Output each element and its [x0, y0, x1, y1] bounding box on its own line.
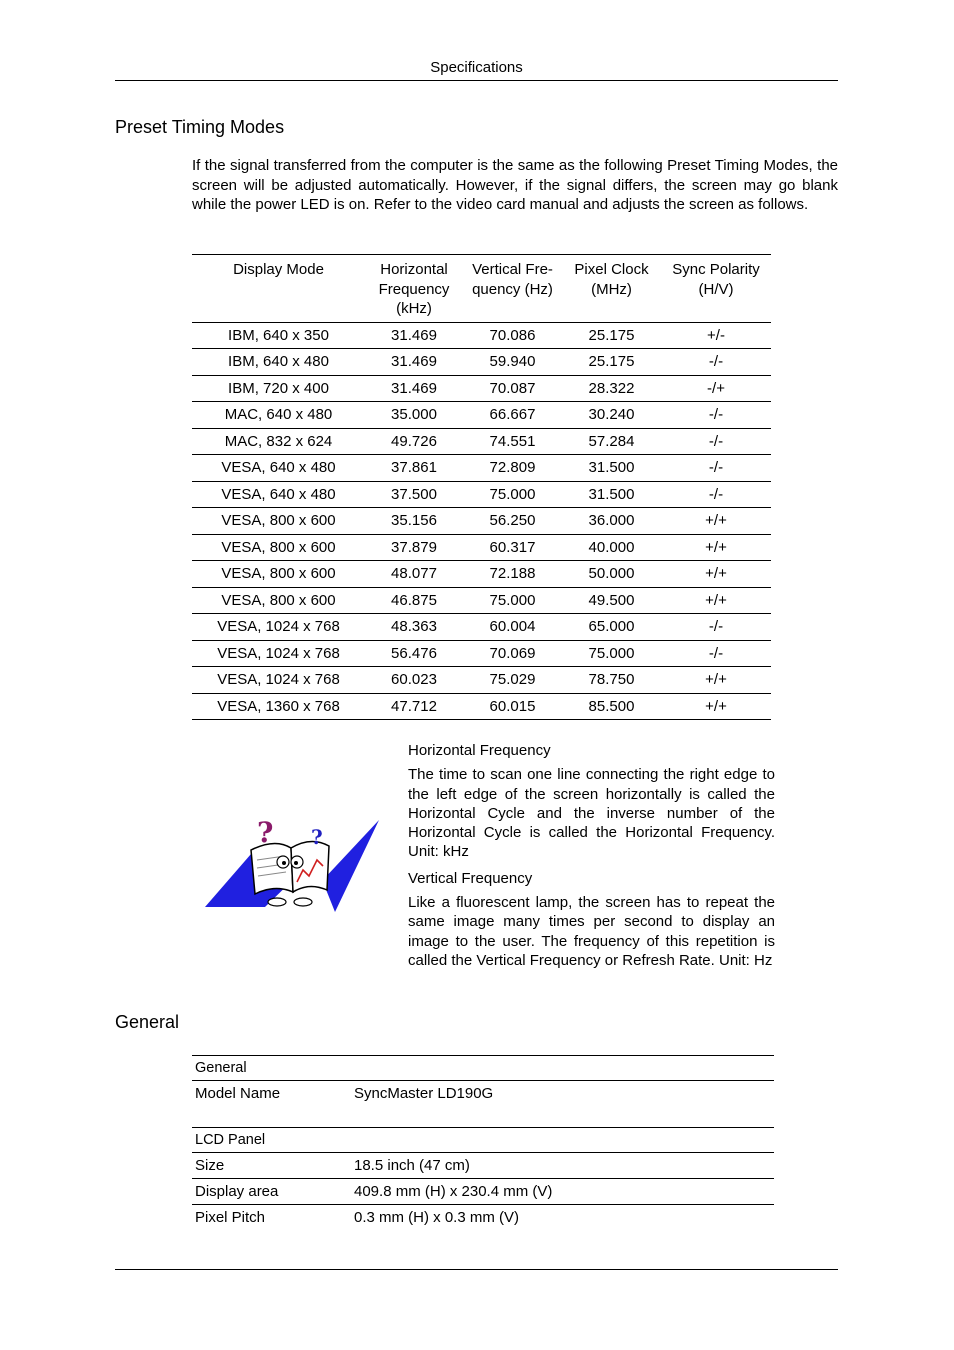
table-cell: 35.156 [365, 508, 463, 535]
table-cell: 60.015 [463, 693, 562, 720]
preset-timing-table [192, 254, 771, 720]
table-row [192, 667, 771, 694]
table-cell: 70.086 [463, 322, 562, 349]
table-cell: -/- [661, 349, 771, 376]
table-row [192, 402, 771, 429]
table-cell: 30.240 [562, 402, 661, 429]
timing-column-header-line: (kHz) [396, 300, 432, 317]
note-term-horizontal-frequency: Horizontal Frequency [408, 742, 551, 759]
spec-group-lcd-panel [192, 1128, 774, 1153]
table-cell: 49.726 [365, 428, 463, 455]
table-cell: -/- [661, 640, 771, 667]
spec-group-title: LCD Panel [192, 1128, 774, 1153]
spec-group-general [192, 1056, 774, 1081]
table-cell: IBM, 640 x 480 [192, 349, 365, 376]
table-cell: 36.000 [562, 508, 661, 535]
frequency-notes [408, 741, 775, 977]
table-cell: 28.322 [562, 375, 661, 402]
table-cell: +/+ [661, 693, 771, 720]
spec-row-model-name [192, 1081, 774, 1107]
timing-column-header [365, 255, 463, 323]
table-cell: VESA, 800 x 600 [192, 508, 365, 535]
timing-column-header [463, 255, 562, 323]
spec-label: Model Name [195, 1085, 281, 1102]
table-cell: VESA, 1024 x 768 [192, 667, 365, 694]
timing-column-header-line: (MHz) [591, 280, 632, 298]
table-cell: +/+ [661, 561, 771, 588]
table-row [192, 640, 771, 667]
table-cell: 74.551 [463, 428, 562, 455]
table-cell: VESA, 640 x 480 [192, 481, 365, 508]
table-cell: +/+ [661, 667, 771, 694]
table-cell: 75.000 [562, 640, 661, 667]
question-book-icon [203, 812, 381, 912]
table-row [192, 322, 771, 349]
spec-group-title: General [192, 1056, 774, 1081]
table-cell: 31.469 [365, 322, 463, 349]
table-cell: -/+ [661, 375, 771, 402]
table-cell: 59.940 [463, 349, 562, 376]
table-cell: 40.000 [562, 534, 661, 561]
timing-column-header [562, 255, 661, 323]
table-cell: +/- [661, 322, 771, 349]
table-cell: 50.000 [562, 561, 661, 588]
table-cell: 57.284 [562, 428, 661, 455]
table-cell: +/+ [661, 534, 771, 561]
table-cell: 72.188 [463, 561, 562, 588]
table-cell: -/- [661, 428, 771, 455]
preset-intro-paragraph: If the signal transferred from the computer is the same as the following Preset Timing Modes, the screen will be adjusted automatically. However, if the signal differs, the screen may go blank while the power LED is on. Refer to the video card manual and adjusts the screen as follows. [192, 157, 838, 213]
table-cell: 25.175 [562, 349, 661, 376]
table-cell: -/- [661, 614, 771, 641]
timing-column-header-line: Display Mode [233, 261, 324, 278]
table-cell: 75.000 [463, 481, 562, 508]
table-cell: 48.077 [365, 561, 463, 588]
table-cell: IBM, 640 x 350 [192, 322, 365, 349]
table-row [192, 481, 771, 508]
spec-row-display-area [192, 1179, 774, 1205]
timing-column-header-line: quency (Hz) [472, 280, 553, 298]
table-cell: 31.500 [562, 481, 661, 508]
table-cell: 72.809 [463, 455, 562, 482]
table-cell: VESA, 1024 x 768 [192, 640, 365, 667]
table-cell: VESA, 800 x 600 [192, 534, 365, 561]
table-row [192, 561, 771, 588]
table-cell: 31.469 [365, 349, 463, 376]
table-cell: 78.750 [562, 667, 661, 694]
footer-divider [115, 1269, 838, 1270]
table-cell: MAC, 640 x 480 [192, 402, 365, 429]
table-row [192, 508, 771, 535]
timing-column-header-line: Sync Polarity [672, 261, 760, 278]
spec-value: 18.5 inch (47 cm) [351, 1153, 774, 1179]
table-cell: 25.175 [562, 322, 661, 349]
table-cell: VESA, 1024 x 768 [192, 614, 365, 641]
note-desc-vertical-frequency: Like a fluorescent lamp, the screen has to repeat the same image many times per second to display an image to the user. The frequency of this repetition is called the Vertical Frequency or Refresh Rate. Unit: Hz [408, 894, 775, 969]
table-cell: +/+ [661, 587, 771, 614]
note-desc-horizontal-frequency: The time to scan one line connecting the right edge to the left edge of the screen horizontally is called the Horizontal Cycle and the inverse number of the Horizontal Cycle is called the Horizontal Frequency. Unit: kHz [408, 766, 775, 861]
timing-column-header-line: Vertical Fre- [472, 261, 553, 278]
timing-column-header-line: Pixel Clock [574, 261, 649, 278]
table-cell: 60.004 [463, 614, 562, 641]
general-heading: General [115, 1012, 180, 1032]
table-cell: 56.250 [463, 508, 562, 535]
table-cell: 70.069 [463, 640, 562, 667]
table-cell: VESA, 1360 x 768 [192, 693, 365, 720]
table-cell: 47.712 [365, 693, 463, 720]
table-cell: 48.363 [365, 614, 463, 641]
table-cell: 60.023 [365, 667, 463, 694]
table-cell: 37.879 [365, 534, 463, 561]
table-row [192, 349, 771, 376]
spec-label: Display area [192, 1179, 351, 1205]
table-cell: 37.500 [365, 481, 463, 508]
timing-table-header [192, 255, 771, 323]
header-divider [115, 80, 838, 81]
svg-text:?: ? [311, 825, 323, 849]
timing-column-header [192, 255, 365, 323]
table-cell: 65.000 [562, 614, 661, 641]
table-cell: 85.500 [562, 693, 661, 720]
timing-column-header-line: (H/V) [698, 280, 734, 298]
table-cell: VESA, 640 x 480 [192, 455, 365, 482]
preset-timing-heading: Preset Timing Modes [115, 117, 285, 137]
table-cell: 46.875 [365, 587, 463, 614]
spec-value: 409.8 mm (H) x 230.4 mm (V) [351, 1179, 774, 1205]
table-cell: 37.861 [365, 455, 463, 482]
note-term-vertical-frequency: Vertical Frequency [408, 869, 533, 887]
table-cell: 31.500 [562, 455, 661, 482]
spec-value: 0.3 mm (H) x 0.3 mm (V) [354, 1209, 520, 1226]
table-row [192, 428, 771, 455]
table-cell: 70.087 [463, 375, 562, 402]
table-row [192, 375, 771, 402]
timing-column-header [661, 255, 771, 323]
table-cell: 75.029 [463, 667, 562, 694]
spec-value: SyncMaster LD190G [354, 1085, 494, 1102]
table-row [192, 455, 771, 482]
table-row [192, 614, 771, 641]
general-spec-table [192, 1055, 774, 1230]
spec-label: Size [192, 1153, 351, 1179]
table-cell: -/- [661, 481, 771, 508]
table-cell: IBM, 720 x 400 [192, 375, 365, 402]
svg-text:?: ? [257, 816, 274, 849]
table-cell: -/- [661, 455, 771, 482]
table-cell: +/+ [661, 508, 771, 535]
page-header-title: Specifications [430, 59, 523, 76]
table-cell: 35.000 [365, 402, 463, 429]
table-cell: MAC, 832 x 624 [192, 428, 365, 455]
table-cell: VESA, 800 x 600 [192, 561, 365, 588]
table-cell: 31.469 [365, 375, 463, 402]
table-cell: 66.667 [463, 402, 562, 429]
table-cell: 75.000 [463, 587, 562, 614]
table-row [192, 534, 771, 561]
table-cell: VESA, 800 x 600 [192, 587, 365, 614]
spec-row-size [192, 1153, 774, 1179]
spec-label: Pixel Pitch [195, 1209, 266, 1226]
timing-column-header-line: Frequency [378, 280, 450, 298]
spec-spacer [192, 1106, 774, 1128]
timing-column-header-line: Horizontal [380, 261, 448, 278]
table-cell: 56.476 [365, 640, 463, 667]
table-cell: -/- [661, 402, 771, 429]
spec-row-pixel-pitch [192, 1205, 774, 1231]
table-row [192, 693, 771, 720]
table-row [192, 587, 771, 614]
table-cell: 60.317 [463, 534, 562, 561]
table-cell: 49.500 [562, 587, 661, 614]
